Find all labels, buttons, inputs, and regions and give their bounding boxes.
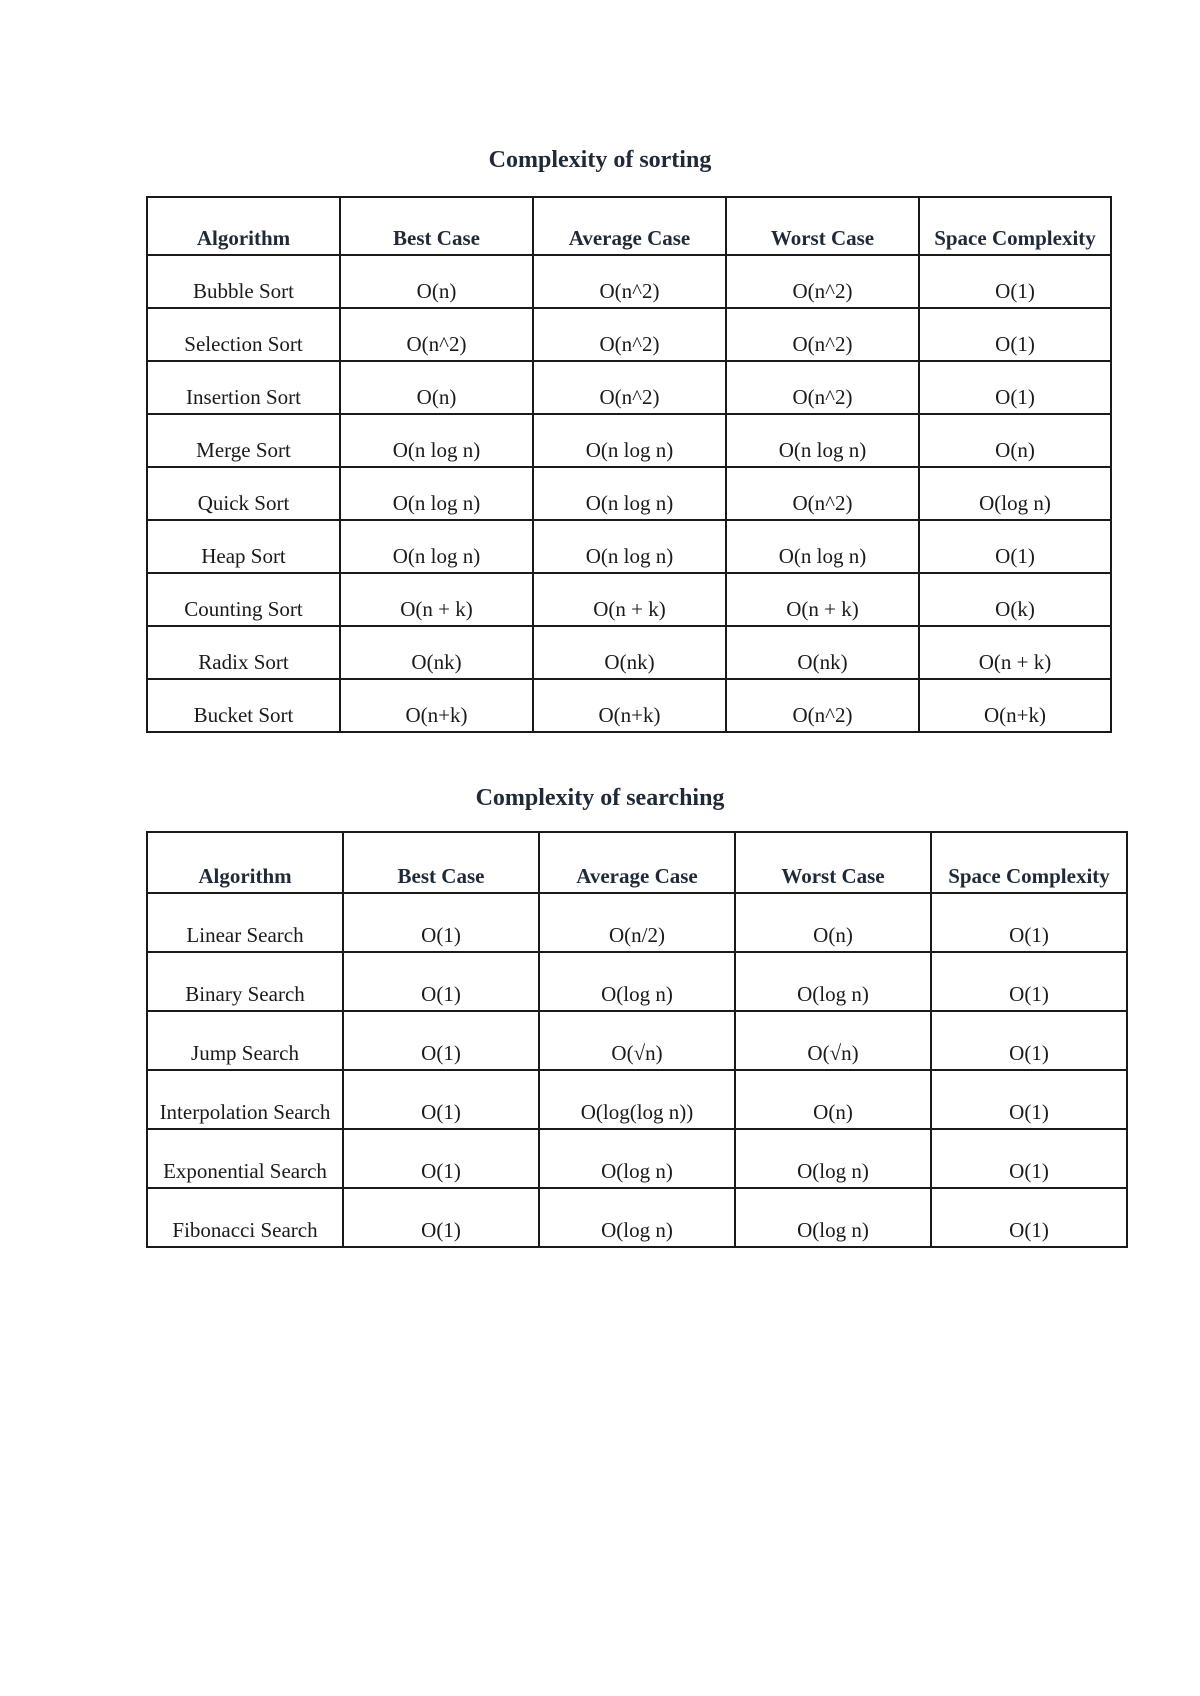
cell-worst-case: O(n log n): [726, 520, 919, 573]
cell-worst-case: O(n): [735, 1070, 931, 1129]
cell-best-case: O(n log n): [340, 467, 533, 520]
cell-average-case: O(n/2): [539, 893, 735, 952]
cell-algorithm: Jump Search: [147, 1011, 343, 1070]
cell-space-complexity: O(1): [931, 1070, 1127, 1129]
cell-algorithm: Exponential Search: [147, 1129, 343, 1188]
table-row: [147, 414, 1111, 467]
table-row: [147, 626, 1111, 679]
column-header-best-case: Best Case: [343, 832, 539, 893]
cell-worst-case: O(n^2): [726, 361, 919, 414]
cell-best-case: O(n log n): [340, 414, 533, 467]
cell-worst-case: O(n log n): [726, 414, 919, 467]
table-row: [147, 679, 1111, 732]
cell-space-complexity: O(n+k): [919, 679, 1111, 732]
searching-table-title: Complexity of searching: [475, 785, 725, 811]
table-row: [147, 1011, 1127, 1070]
cell-algorithm: Quick Sort: [147, 467, 340, 520]
cell-worst-case: O(n^2): [726, 467, 919, 520]
cell-space-complexity: O(1): [931, 952, 1127, 1011]
cell-average-case: O(n log n): [533, 520, 726, 573]
cell-worst-case: O(n + k): [726, 573, 919, 626]
cell-average-case: O(n log n): [533, 467, 726, 520]
column-header-worst-case: Worst Case: [726, 197, 919, 255]
cell-algorithm: Binary Search: [147, 952, 343, 1011]
table-row: [147, 520, 1111, 573]
table-row: [147, 308, 1111, 361]
cell-best-case: O(n + k): [340, 573, 533, 626]
cell-average-case: O(log n): [539, 952, 735, 1011]
cell-worst-case: O(n): [735, 893, 931, 952]
cell-algorithm: Fibonacci Search: [147, 1188, 343, 1247]
cell-average-case: O(n^2): [533, 308, 726, 361]
table-row: [147, 361, 1111, 414]
column-header-algorithm: Algorithm: [147, 197, 340, 255]
cell-average-case: O(n^2): [533, 255, 726, 308]
cell-best-case: O(1): [343, 1188, 539, 1247]
cell-space-complexity: O(1): [919, 308, 1111, 361]
cell-average-case: O(log n): [539, 1188, 735, 1247]
cell-space-complexity: O(1): [931, 1188, 1127, 1247]
cell-average-case: O(nk): [533, 626, 726, 679]
cell-space-complexity: O(log n): [919, 467, 1111, 520]
cell-space-complexity: O(1): [931, 893, 1127, 952]
column-header-worst-case: Worst Case: [735, 832, 931, 893]
sorting-complexity-table: [146, 196, 1112, 733]
cell-best-case: O(nk): [340, 626, 533, 679]
cell-average-case: O(n+k): [533, 679, 726, 732]
searching-complexity-table: [146, 831, 1128, 1248]
searching-table-body: [147, 893, 1127, 1247]
cell-algorithm: Selection Sort: [147, 308, 340, 361]
column-header-space-complexity: Space Complexity: [919, 197, 1111, 255]
cell-algorithm: Insertion Sort: [147, 361, 340, 414]
sorting-table-title: Complexity of sorting: [488, 147, 712, 173]
cell-algorithm: Radix Sort: [147, 626, 340, 679]
cell-average-case: O(n + k): [533, 573, 726, 626]
cell-worst-case: O(nk): [726, 626, 919, 679]
cell-average-case: O(n^2): [533, 361, 726, 414]
cell-space-complexity: O(n + k): [919, 626, 1111, 679]
cell-worst-case: O(√n): [735, 1011, 931, 1070]
column-header-average-case: Average Case: [533, 197, 726, 255]
cell-algorithm: Bubble Sort: [147, 255, 340, 308]
cell-algorithm: Counting Sort: [147, 573, 340, 626]
cell-worst-case: O(n^2): [726, 679, 919, 732]
cell-worst-case: O(log n): [735, 952, 931, 1011]
table-row: [147, 1129, 1127, 1188]
cell-algorithm: Interpolation Search: [147, 1070, 343, 1129]
cell-best-case: O(n): [340, 255, 533, 308]
column-header-space-complexity: Space Complexity: [931, 832, 1127, 893]
cell-best-case: O(1): [343, 1011, 539, 1070]
cell-best-case: O(1): [343, 1129, 539, 1188]
table-header-row: [147, 832, 1127, 893]
cell-average-case: O(log(log n)): [539, 1070, 735, 1129]
sorting-table-body: [147, 255, 1111, 732]
cell-space-complexity: O(1): [919, 255, 1111, 308]
cell-best-case: O(n): [340, 361, 533, 414]
table-row: [147, 1070, 1127, 1129]
cell-average-case: O(log n): [539, 1129, 735, 1188]
cell-best-case: O(1): [343, 893, 539, 952]
cell-worst-case: O(n^2): [726, 308, 919, 361]
cell-algorithm: Linear Search: [147, 893, 343, 952]
cell-space-complexity: O(1): [931, 1011, 1127, 1070]
table-row: [147, 1188, 1127, 1247]
column-header-average-case: Average Case: [539, 832, 735, 893]
cell-space-complexity: O(1): [919, 361, 1111, 414]
table-header-row: [147, 197, 1111, 255]
cell-average-case: O(n log n): [533, 414, 726, 467]
cell-space-complexity: O(1): [931, 1129, 1127, 1188]
table-row: [147, 467, 1111, 520]
cell-space-complexity: O(k): [919, 573, 1111, 626]
cell-best-case: O(n log n): [340, 520, 533, 573]
cell-best-case: O(n+k): [340, 679, 533, 732]
cell-worst-case: O(log n): [735, 1188, 931, 1247]
table-row: [147, 952, 1127, 1011]
column-header-best-case: Best Case: [340, 197, 533, 255]
cell-algorithm: Merge Sort: [147, 414, 340, 467]
table-row: [147, 893, 1127, 952]
cell-best-case: O(1): [343, 1070, 539, 1129]
cell-average-case: O(√n): [539, 1011, 735, 1070]
cell-space-complexity: O(n): [919, 414, 1111, 467]
cell-space-complexity: O(1): [919, 520, 1111, 573]
table-row: [147, 255, 1111, 308]
column-header-algorithm: Algorithm: [147, 832, 343, 893]
cell-best-case: O(n^2): [340, 308, 533, 361]
cell-worst-case: O(log n): [735, 1129, 931, 1188]
cell-worst-case: O(n^2): [726, 255, 919, 308]
table-row: [147, 573, 1111, 626]
cell-best-case: O(1): [343, 952, 539, 1011]
cell-algorithm: Heap Sort: [147, 520, 340, 573]
cell-algorithm: Bucket Sort: [147, 679, 340, 732]
